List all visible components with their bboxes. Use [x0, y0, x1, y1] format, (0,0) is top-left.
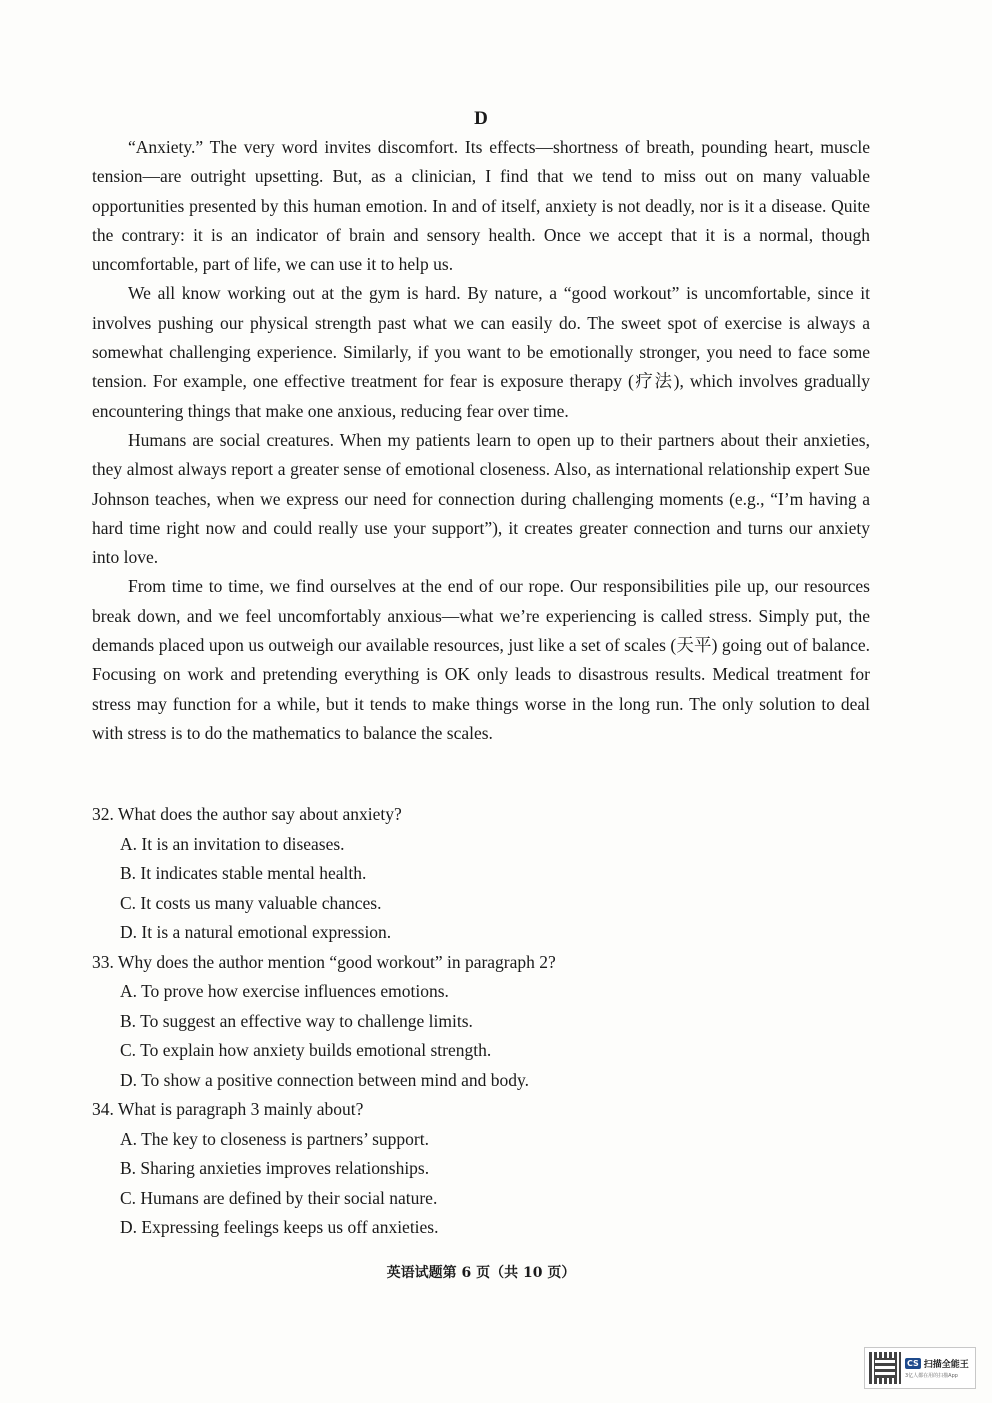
option-d: D. It is a natural emotional expression.	[120, 922, 392, 942]
question-34	[92, 1095, 870, 1243]
cs-logo-icon: CS	[907, 1359, 919, 1368]
watermark-brand-name: 扫描全能王	[923, 1360, 969, 1370]
option-a: A. To prove how exercise influences emotions.	[120, 981, 449, 1001]
question-stem: 33. Why does the author mention “good workout” in paragraph 2?	[92, 951, 556, 972]
option-b: B. Sharing anxieties improves relationships.	[120, 1158, 430, 1178]
option-d: D. To show a positive connection between mind and body.	[120, 1069, 529, 1090]
option-b: B. It indicates stable mental health.	[120, 863, 367, 883]
option-d: D. Expressing feelings keeps us off anxieties.	[120, 1217, 439, 1237]
watermark-text	[905, 1357, 969, 1379]
option-a: A. The key to closeness is partners’ support.	[120, 1128, 429, 1149]
scanner-watermark	[864, 1347, 976, 1389]
qr-code-icon	[869, 1352, 901, 1384]
passage-paragraph-3: Humans are social creatures. When my patients learn to open up to their partners about their anxieties, they almost always report a greater sense of emotional closeness. Also, as international relationship expert Sue Johnson teaches, when we express our need for connection during challenging moments (e.g., “I’m having a hard time right now and could really use your support”), it creates greater connection and turns our anxiety into love.	[92, 429, 870, 568]
option-c: C. To explain how anxiety builds emotional strength.	[120, 1040, 492, 1060]
option-a: A. It is an invitation to diseases.	[120, 833, 345, 854]
passage-paragraph-2: We all know working out at the gym is hard. By nature, a “good workout” is uncomfortable, since it involves pushing our physical strength past what we can easily do. The sweet spot of exercise is always a somewhat challenging experience. Similarly, if you want to be emotionally stronger, you need to face some tension. For example, one effective treatment for fear is exposure therapy (疗法), which involves gradually encountering things that make one anxious, reducing fear over time.	[92, 283, 870, 421]
option-c: C. Humans are defined by their social nature.	[120, 1187, 438, 1208]
question-33	[92, 948, 870, 1096]
question-stem: 34. What is paragraph 3 mainly about?	[92, 1099, 364, 1119]
option-c: C. It costs us many valuable chances.	[120, 892, 382, 913]
question-stem: 32. What does the author say about anxiety?	[92, 804, 402, 824]
question-32	[92, 800, 870, 948]
watermark-brand	[905, 1357, 969, 1370]
passage-paragraph-1: “Anxiety.” The very word invites discomfort. Its effects—shortness of breath, pounding heart, muscle tension—are outright upsetting. But, as a clinician, I find that we tend to miss out on many valuable opportunities presented by this human emotion. In and of itself, anxiety is not deadly, nor is it a disease. Quite the contrary: it is an indicator of brain and sensory health. Once we accept that it is a normal, though uncomfortable, part of life, we can use it to help us.	[92, 137, 870, 275]
option-b: B. To suggest an effective way to challenge limits.	[120, 1010, 473, 1031]
section-heading: D	[474, 108, 488, 129]
watermark-slogan: 3亿人都在用的扫描App	[905, 1373, 958, 1379]
reading-passage	[92, 133, 870, 748]
passage-paragraph-4: From time to time, we find ourselves at the end of our rope. Our responsibilities pile up, our resources break down, and we feel uncomfortably anxious—what we’re experiencing is called stress. Simply put, the demands placed upon us outweigh our available resources, just like a set of scales (天平) going out of balance. Focusing on work and pretending everything is OK only leads to disastrous results. Medical treatment for stress may function for a while, but it tends to make things worse in the long run. The only solution to deal with stress is to do the mathematics to balance the scales.	[92, 576, 870, 743]
page-footer: 英语试题第 6 页（共 10 页）	[386, 1265, 576, 1281]
question-list	[92, 800, 870, 1243]
